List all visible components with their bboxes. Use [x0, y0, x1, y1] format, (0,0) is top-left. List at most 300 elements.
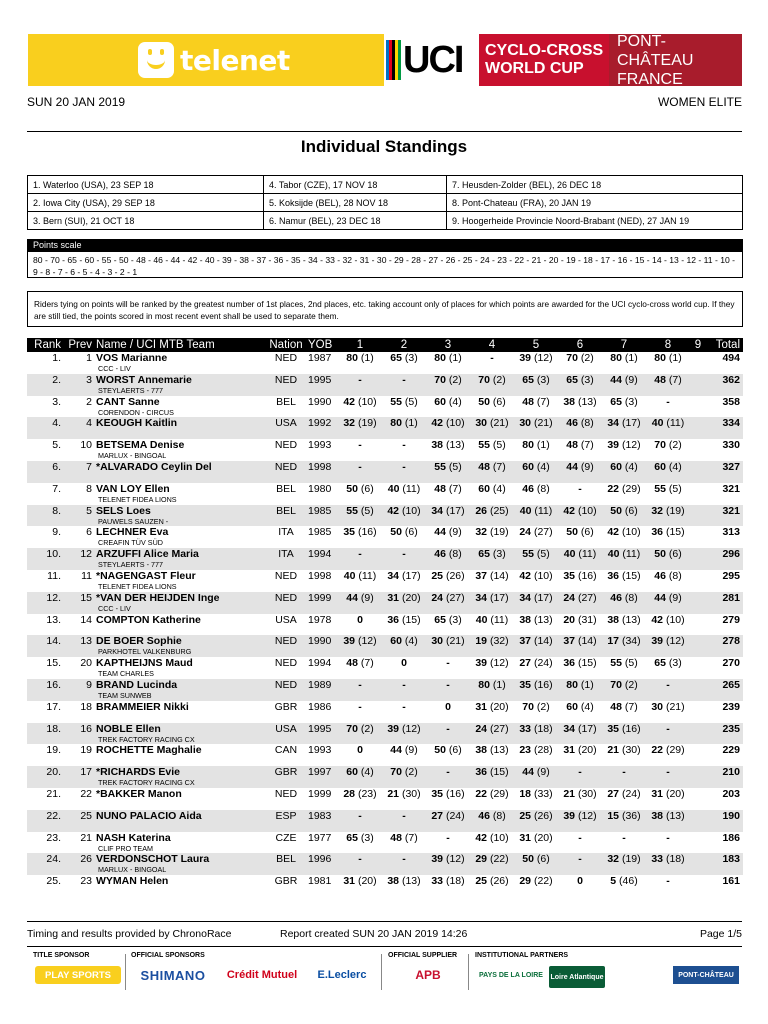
round-9-cell [690, 548, 706, 570]
round-points: 36 [607, 569, 620, 582]
round-place: (5) [536, 548, 550, 561]
rank-cell: 22. [27, 810, 65, 832]
round-place: (6) [536, 853, 550, 866]
total-points-cell: 358 [722, 395, 740, 408]
sponsor-divider [125, 954, 126, 990]
round-points: 39 [343, 635, 356, 648]
round-place: (26) [445, 569, 465, 582]
rider-name: KAPTHEIJNS Maud [96, 657, 193, 670]
rank-cell: 15. [46, 657, 61, 670]
round-5-cell [514, 657, 558, 679]
round-points: 48 [566, 439, 578, 452]
round-7-cell [602, 548, 646, 570]
round-points: 42 [519, 569, 532, 582]
round-place: (7) [404, 831, 418, 844]
round-7-cell [602, 853, 646, 875]
round-place: (9) [404, 744, 418, 757]
round-9-cell [690, 396, 706, 418]
round-8-cell [646, 614, 690, 636]
rider-cell [96, 788, 264, 810]
standings-row [27, 570, 743, 592]
round-place: (12) [533, 352, 553, 364]
round-7-cell [602, 396, 646, 418]
round-9-cell [690, 483, 706, 505]
total-points-cell: 330 [722, 439, 740, 452]
round-points: - [358, 853, 362, 866]
shimano-logo: SHIMANO [140, 967, 206, 983]
round-points: 60 [346, 766, 358, 779]
round-points: - [490, 352, 494, 364]
round-7-cell [602, 788, 646, 810]
standings-row [27, 396, 743, 418]
round-points: 30 [475, 417, 488, 430]
round-3-cell [426, 526, 470, 548]
round-5-cell [514, 505, 558, 527]
col-header-round-8: 8 [646, 338, 690, 352]
round-4-cell [470, 744, 514, 766]
round-9-cell [690, 439, 706, 461]
round-place: (17) [445, 504, 465, 517]
round-points: 25 [519, 809, 532, 822]
round-6-cell [558, 875, 602, 897]
rider-name: ARZUFFI Alice Maria [96, 548, 199, 561]
total-points-cell: 321 [706, 505, 743, 527]
rider-team: CLIF PRO TEAM [98, 843, 153, 853]
round-5-cell [514, 548, 558, 570]
round-points: - [666, 875, 670, 888]
round-5-cell [514, 570, 558, 592]
round-place: (3) [580, 373, 594, 386]
round-2-cell [382, 810, 426, 832]
round-2-cell [382, 439, 426, 461]
round-8-cell [646, 657, 690, 679]
round-points: 35 [343, 526, 356, 539]
round-points: 60 [522, 460, 534, 473]
round-place: (7) [580, 439, 594, 452]
nation-cell: GBR [274, 700, 298, 713]
round-9-cell [690, 461, 706, 483]
round-points: 32 [607, 853, 620, 866]
round-place: (8) [536, 482, 550, 495]
round-3-cell [426, 548, 470, 570]
round-2-cell [382, 374, 426, 396]
round-points: 17 [607, 635, 620, 648]
round-place: (10) [401, 504, 421, 517]
round-points: - [358, 548, 362, 561]
round-place: (24) [533, 657, 553, 670]
standings-body [27, 352, 743, 897]
round-points: - [402, 809, 406, 822]
standings-row [27, 832, 743, 854]
prev-rank-cell: 25 [65, 810, 96, 832]
round-place: (8) [448, 548, 462, 561]
round-place: (3) [360, 831, 374, 844]
event-cell: 9. Hoogerheide Provincie Noord-Brabant (NED), 27 JAN 19 [447, 212, 743, 230]
round-place: (7) [536, 395, 550, 408]
round-1-cell [338, 505, 382, 527]
round-7-cell [602, 723, 646, 745]
round-5-cell [514, 374, 558, 396]
yob-cell: 1995 [308, 723, 338, 745]
rank-cell: 2. [27, 374, 65, 396]
round-place: (13) [577, 395, 597, 408]
round-points: 48 [390, 831, 402, 844]
round-2-cell [382, 788, 426, 810]
rider-team: STEYLAERTS - 777 [98, 385, 163, 395]
round-points: 80 [478, 678, 490, 691]
round-9-cell [690, 766, 706, 788]
round-place: (5) [492, 439, 506, 452]
round-3-cell [426, 723, 470, 745]
round-5-cell [514, 592, 558, 614]
round-place: (24) [445, 809, 465, 822]
round-place: (13) [489, 744, 509, 757]
round-points: 38 [431, 439, 444, 452]
round-3-cell [426, 483, 470, 505]
round-points: 40 [519, 504, 532, 517]
yob-cell: 1990 [308, 395, 332, 408]
round-points: 42 [431, 417, 444, 430]
leclerc-logo: E.Leclerc [317, 969, 367, 981]
col-header-name: Name / UCI MTB Team [96, 338, 264, 352]
round-place: (6) [360, 482, 374, 495]
round-points: 40 [475, 613, 488, 626]
round-points: 35 [431, 787, 444, 800]
round-place: (7) [360, 657, 374, 670]
round-points: 39 [387, 722, 400, 735]
round-points: 18 [519, 787, 532, 800]
round-points: 40 [343, 569, 356, 582]
round-5-cell [514, 788, 558, 810]
round-place: (12) [665, 635, 685, 648]
round-4-cell [470, 679, 514, 701]
nation-cell: NED [274, 787, 298, 800]
report-created: Report created SUN 20 JAN 2019 14:26 [280, 928, 468, 940]
round-points: 30 [519, 417, 532, 430]
round-3-cell [426, 592, 470, 614]
prev-rank-cell: 8 [86, 482, 92, 495]
round-place: (13) [665, 809, 685, 822]
round-6-cell [558, 832, 602, 854]
round-1-cell [338, 788, 382, 810]
yob-cell: 1994 [308, 548, 338, 570]
round-place: (11) [666, 417, 685, 430]
round-place: (3) [404, 352, 418, 364]
total-points-cell: 183 [706, 853, 743, 875]
round-points: 39 [607, 439, 620, 452]
prev-rank-cell: 6 [86, 526, 92, 539]
round-9-cell [690, 788, 706, 810]
round-points: - [402, 548, 406, 561]
nation-cell: ITA [278, 526, 294, 539]
col-header-round-2: 2 [382, 338, 426, 352]
round-6-cell [558, 853, 602, 875]
round-6-cell [558, 723, 602, 745]
round-points: 80 [434, 352, 446, 364]
rank-cell: 11. [47, 569, 61, 582]
round-points: - [578, 482, 582, 495]
uci-rainbow-stripes-icon [386, 40, 401, 80]
round-7-cell [602, 614, 646, 636]
round-1-cell [338, 614, 382, 636]
rider-name: NOBLE Ellen [96, 722, 161, 735]
round-points: 38 [607, 613, 620, 626]
rider-team: CCC - LIV [98, 603, 131, 613]
round-place: (17) [401, 569, 421, 582]
round-points: 33 [651, 853, 664, 866]
tiebreak-note: Riders tying on points will be ranked by the greatest number of 1st places, 2nd places, etc. taking account only of places for which points are awarded for the UCI cyclo-cross world cup. If they are still tied, the points scored in most recent event shall be used to separate them. [27, 291, 743, 327]
page-title: Individual Standings [300, 137, 468, 156]
round-6-cell [558, 526, 602, 548]
round-points: 55 [654, 482, 666, 495]
round-points: 55 [346, 504, 358, 517]
round-7-cell [602, 417, 646, 439]
round-1-cell [338, 526, 382, 548]
round-points: 55 [434, 460, 446, 473]
round-points: - [578, 853, 582, 866]
round-points: - [402, 853, 406, 866]
round-4-cell [470, 352, 514, 374]
round-9-cell [690, 592, 706, 614]
col-header-round-5: 5 [514, 338, 558, 352]
round-place: (26) [533, 809, 553, 822]
round-2-cell [382, 723, 426, 745]
round-place: (15) [665, 526, 685, 539]
round-points: 60 [610, 460, 622, 473]
rank-cell: 8. [27, 505, 65, 527]
nation-cell: CAN [274, 744, 298, 757]
yob-cell: 1990 [308, 635, 338, 657]
round-1-cell [338, 483, 382, 505]
rank-cell: 14. [27, 635, 65, 657]
round-points: 70 [434, 373, 446, 386]
round-points: 65 [522, 373, 534, 386]
yob-cell: 1995 [308, 374, 338, 396]
yob-cell: 1978 [308, 613, 332, 626]
round-points: 35 [607, 722, 620, 735]
round-place: (8) [668, 569, 682, 582]
rider-team: CCC - LIV [98, 364, 131, 373]
round-points: 31 [651, 787, 664, 800]
rider-cell [96, 570, 264, 592]
prev-rank-cell: 21 [80, 831, 92, 844]
events-row [28, 194, 743, 212]
playsports-logo: PLAY SPORTS [35, 966, 121, 984]
race-category: WOMEN ELITE [657, 95, 742, 109]
round-points: 70 [390, 766, 402, 779]
credit-mutuel-logo: Crédit Mutuel [226, 969, 298, 981]
round-7-cell [602, 526, 646, 548]
prev-rank-cell: 16 [65, 723, 96, 745]
round-points: - [402, 700, 406, 713]
round-4-cell [470, 461, 514, 483]
round-5-cell [514, 679, 558, 701]
round-place: (12) [445, 853, 465, 866]
official-sponsors-label: OFFICIAL SPONSORS [131, 952, 205, 959]
telenet-wordmark: telenet [180, 43, 290, 77]
round-3-cell [426, 853, 470, 875]
rider-name: KEOUGH Kaitlin [96, 417, 178, 430]
round-points: 34 [607, 417, 620, 430]
rider-name: *RICHARDS Evie [96, 766, 181, 779]
round-9-cell [690, 875, 706, 897]
round-points: 37 [563, 635, 576, 648]
round-points: 48 [434, 482, 446, 495]
round-points: - [666, 722, 670, 735]
round-points: 65 [434, 613, 446, 626]
round-points: 38 [563, 395, 576, 408]
round-4-cell [470, 526, 514, 548]
rider-team: PAUWELS SAUZEN - [98, 516, 169, 526]
round-points: 65 [478, 548, 490, 561]
nation-cell: CZE [275, 831, 297, 844]
round-place: (20) [401, 591, 421, 604]
round-5-cell [514, 439, 558, 461]
total-points-cell: 334 [706, 417, 743, 439]
round-points: 27 [431, 809, 444, 822]
round-3-cell [426, 832, 470, 854]
round-place: (16) [533, 678, 553, 691]
round-points: - [358, 809, 362, 822]
round-place: (17) [577, 722, 597, 735]
round-3-cell [426, 570, 470, 592]
round-points: 39 [563, 809, 576, 822]
round-place: (1) [404, 417, 418, 430]
event-cell: 2. Iowa City (USA), 29 SEP 18 [28, 194, 264, 212]
round-points: 70 [522, 700, 534, 713]
standings-row [27, 483, 743, 505]
round-points: 70 [610, 678, 622, 691]
yob-cell: 1985 [308, 505, 338, 527]
round-points: 42 [475, 831, 488, 844]
rider-team: CORENDON - CIRCUS [98, 407, 174, 417]
total-points-cell: 321 [722, 482, 740, 495]
round-place: (2) [360, 722, 374, 735]
round-points: 50 [654, 548, 666, 561]
round-points: 38 [387, 875, 400, 888]
sponsors-strip [33, 952, 743, 992]
round-points: 60 [434, 395, 446, 408]
round-place: (23) [357, 787, 377, 800]
standings-row [27, 766, 743, 788]
round-points: 29 [519, 875, 532, 888]
col-header-round-1: 1 [338, 338, 382, 352]
round-points: 32 [475, 526, 488, 539]
standings-row [27, 352, 743, 374]
rank-cell: 7. [52, 482, 61, 495]
yob-cell: 1985 [308, 526, 332, 539]
round-4-cell [470, 853, 514, 875]
standings-table [27, 338, 743, 897]
rider-team: TEAM CHARLES [98, 669, 154, 679]
event-cell: 3. Bern (SUI), 21 OCT 18 [28, 212, 264, 230]
round-place: (4) [404, 635, 418, 648]
rank-cell: 9. [52, 526, 61, 539]
round-place: (11) [578, 548, 597, 561]
round-2-cell [382, 832, 426, 854]
round-place: (20) [489, 700, 509, 713]
round-points: 31 [475, 700, 488, 713]
rider-cell [96, 396, 264, 418]
round-6-cell [558, 396, 602, 418]
round-8-cell [646, 439, 690, 461]
round-3-cell [426, 657, 470, 679]
round-place: (16) [577, 569, 597, 582]
prev-rank-cell: 10 [80, 439, 92, 452]
col-header-rank: Rank [27, 338, 65, 352]
round-place: (13) [621, 613, 641, 626]
round-2-cell [382, 483, 426, 505]
round-9-cell [690, 417, 706, 439]
round-place: (7) [492, 460, 506, 473]
total-points-cell: 270 [722, 657, 740, 670]
round-points: 31 [387, 591, 400, 604]
round-place: (12) [489, 657, 509, 670]
round-2-cell [382, 526, 426, 548]
round-place: (3) [668, 657, 682, 670]
round-5-cell [514, 635, 558, 657]
round-1-cell [338, 592, 382, 614]
round-1-cell [338, 352, 382, 374]
apb-logo: APB [415, 968, 441, 982]
rider-name: NUNO PALACIO Aida [96, 809, 202, 822]
yob-cell: 1986 [308, 700, 332, 713]
round-place: (11) [490, 613, 509, 626]
round-points: 30 [431, 635, 444, 648]
nation-cell: NED [264, 635, 308, 657]
round-4-cell [470, 592, 514, 614]
round-place: (4) [448, 395, 462, 408]
prev-rank-cell: 7 [65, 461, 96, 483]
round-place: (1) [448, 352, 462, 364]
events-row [28, 176, 743, 194]
round-place: (2) [624, 678, 638, 691]
event-cell: 1. Waterloo (USA), 23 SEP 18 [28, 176, 264, 194]
round-place: (25) [489, 504, 509, 517]
round-place: (19) [621, 853, 641, 866]
telenet-smiley-icon [138, 42, 174, 78]
round-1-cell [338, 548, 382, 570]
round-points: 46 [654, 569, 666, 582]
round-4-cell [470, 548, 514, 570]
round-points: 80 [610, 352, 622, 364]
round-8-cell [646, 417, 690, 439]
rider-name: CANT Sanne [96, 395, 160, 408]
round-7-cell [602, 875, 646, 897]
round-9-cell [690, 505, 706, 527]
prev-rank-cell: 4 [65, 417, 96, 439]
prev-rank-cell: 2 [86, 395, 92, 408]
round-7-cell [602, 744, 646, 766]
round-points: 44 [434, 526, 446, 539]
rank-cell: 13. [46, 613, 61, 626]
round-8-cell [646, 635, 690, 657]
round-place: (5) [448, 460, 462, 473]
standings-row [27, 810, 743, 832]
round-place: (8) [492, 809, 506, 822]
round-9-cell [690, 853, 706, 875]
col-header-round-9: 9 [690, 338, 706, 352]
round-points: 15 [607, 809, 620, 822]
round-place: (8) [580, 417, 594, 430]
round-points: 39 [431, 853, 444, 866]
round-2-cell [382, 461, 426, 483]
rider-name: VERDONSCHOT Laura [96, 853, 210, 866]
round-place: (3) [492, 548, 506, 561]
prev-rank-cell: 13 [65, 635, 96, 657]
round-place: (2) [668, 439, 682, 452]
round-1-cell [338, 657, 382, 679]
